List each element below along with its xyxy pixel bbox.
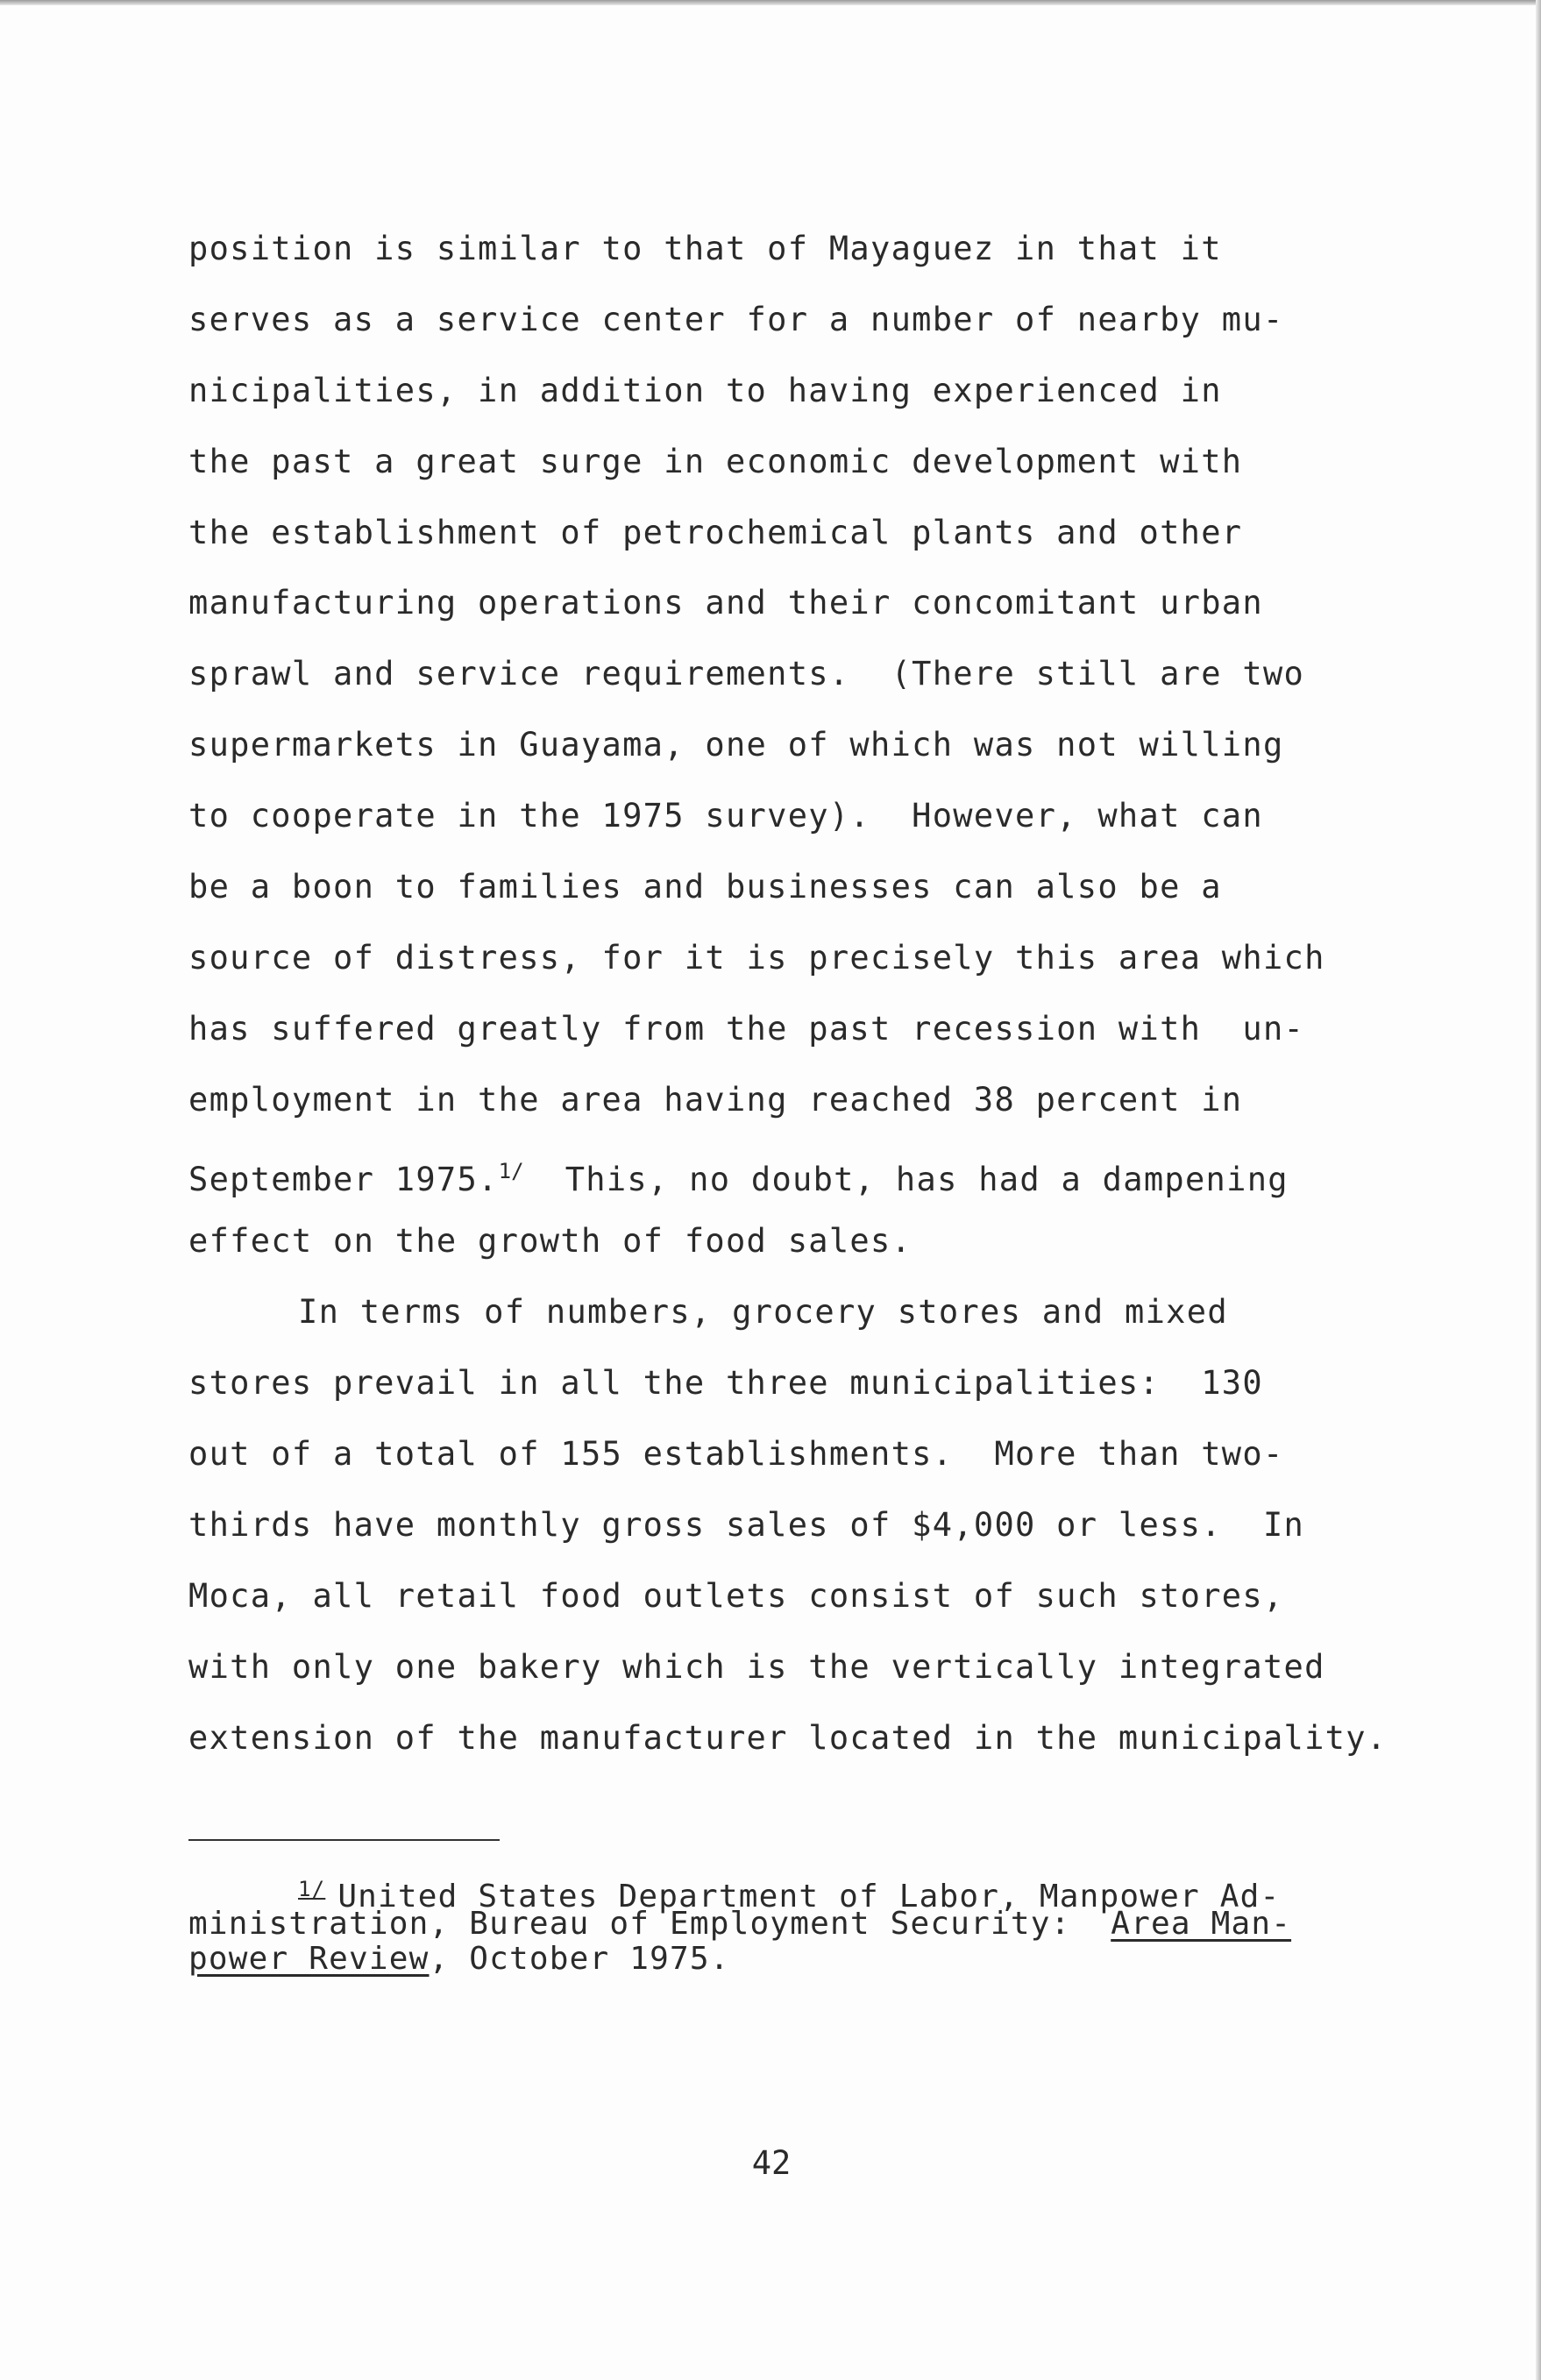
- footnote-line: [188, 1942, 1416, 1977]
- body-line: supermarkets in Guayama, one of which was not willing: [188, 726, 1284, 764]
- body-line-with-footnote-ref: [188, 1143, 1416, 1214]
- scan-right-edge: [1536, 0, 1541, 2380]
- body-text: [188, 221, 1416, 1781]
- page-number: 42: [751, 2144, 792, 2182]
- body-line: serves as a service center for a number of nearby mu-: [188, 300, 1284, 338]
- body-line: employment in the area having reached 38 percent in: [188, 1080, 1243, 1119]
- body-line-end: This, no doubt, has had a dampening: [523, 1160, 1289, 1198]
- body-line: effect on the growth of food sales.: [188, 1222, 913, 1261]
- body-line: has suffered greatly from the past recession with un-: [188, 1009, 1305, 1048]
- body-line: sprawl and service requirements. (There still are two: [188, 655, 1305, 693]
- body-line: manufacturing operations and their concomitant urban: [188, 584, 1263, 622]
- footnote-separator: [188, 1839, 500, 1841]
- body-line: the establishment of petrochemical plants and other: [188, 513, 1243, 551]
- footnote-text: , October 1975.: [429, 1941, 730, 1977]
- paragraph-first-line: In terms of numbers, grocery stores and mixed: [298, 1293, 1228, 1332]
- footnote-reference[interactable]: 1/: [498, 1158, 524, 1183]
- body-line: with only one bakery which is the vertically integrated: [188, 1647, 1325, 1686]
- footnote-title: Area Man-: [1111, 1906, 1292, 1942]
- body-line: stores prevail in all the three municipalities: 130: [188, 1364, 1263, 1403]
- body-line-start: September 1975.: [188, 1160, 499, 1198]
- body-line: the past a great surge in economic development with: [188, 442, 1243, 480]
- footnote-title: power Review: [188, 1941, 430, 1977]
- body-line: out of a total of 155 establishments. More than two-: [188, 1435, 1284, 1474]
- scan-top-edge: [0, 0, 1541, 5]
- body-line: nicipalities, in addition to having experienced in: [188, 371, 1222, 409]
- body-line: be a boon to families and businesses can also be a: [188, 868, 1222, 906]
- body-line: Moca, all retail food outlets consist of such stores,: [188, 1576, 1284, 1615]
- footnote-marker: 1/: [298, 1877, 326, 1901]
- footnote: [188, 1872, 1416, 1977]
- footnote-text: ministration, Bureau of Employment Security:: [188, 1906, 1111, 1942]
- footnote-line: [188, 1907, 1416, 1942]
- body-line: position is similar to that of Mayaguez in that it: [188, 230, 1222, 267]
- footnote-line: [188, 1872, 1416, 1915]
- footnote-text: United States Department of Labor, Manpower Ad-: [337, 1879, 1281, 1915]
- body-line: source of distress, for it is precisely this area which: [188, 938, 1325, 977]
- body-line: thirds have monthly gross sales of $4,000 or less. In: [188, 1506, 1305, 1545]
- body-line: extension of the manufacturer located in the municipality.: [188, 1718, 1388, 1757]
- body-line: to cooperate in the 1975 survey). However, what can: [188, 797, 1263, 835]
